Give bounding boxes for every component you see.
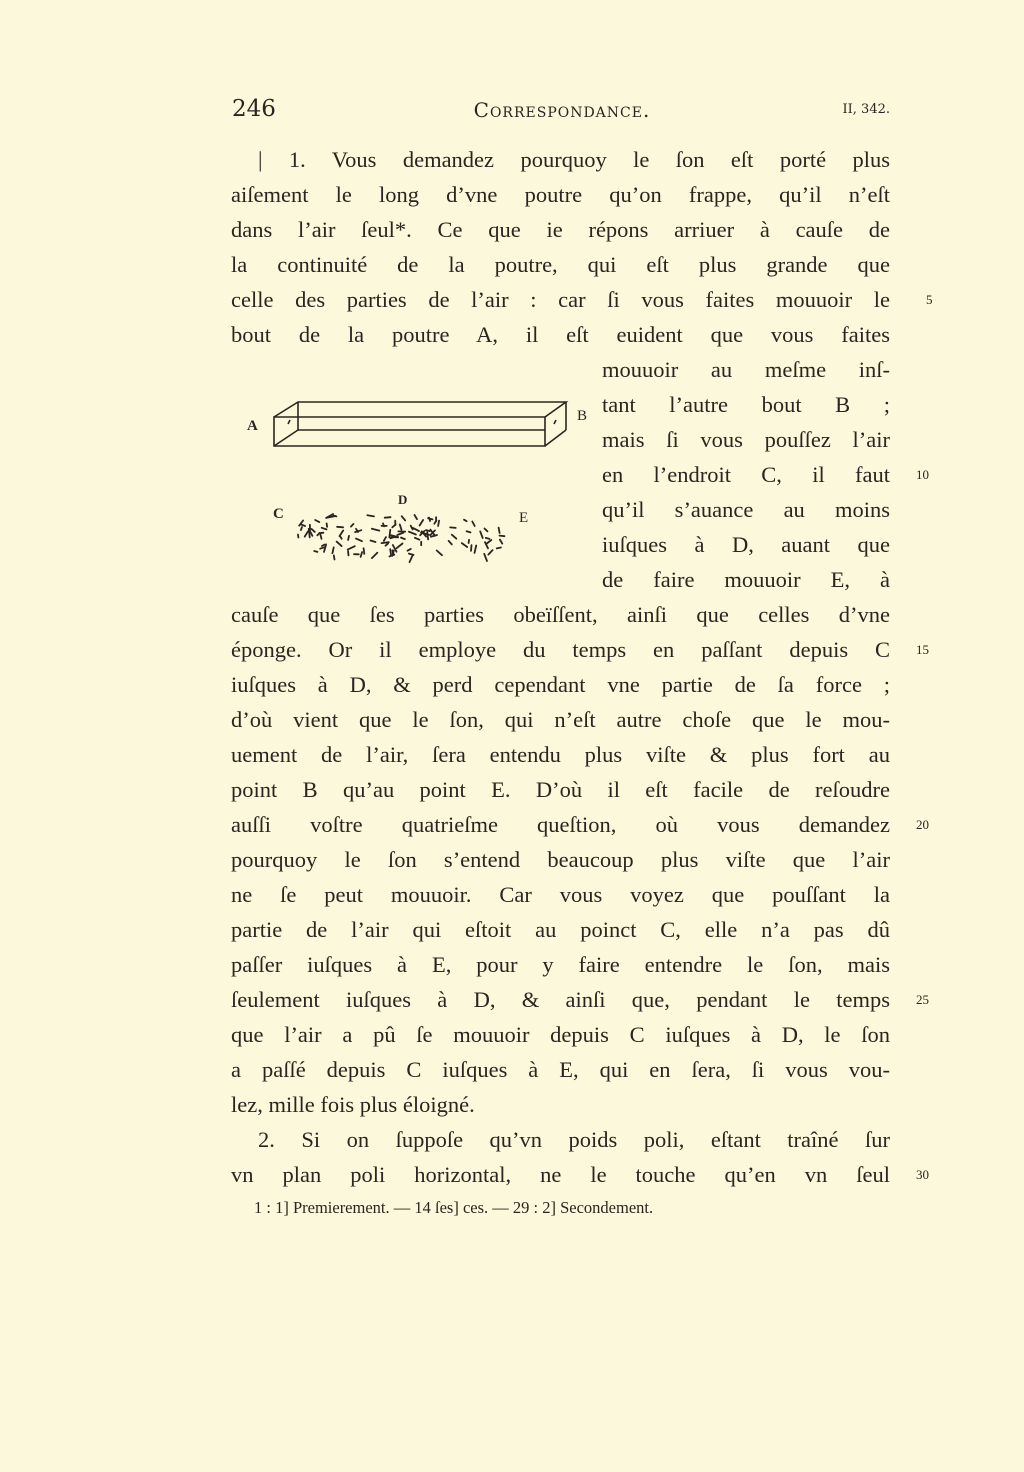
air-particle — [467, 531, 471, 532]
air-particle — [384, 537, 386, 541]
air-particle — [397, 544, 403, 549]
air-particle — [322, 545, 325, 546]
air-particle — [480, 531, 483, 538]
air-particle — [340, 531, 344, 537]
line-number: 25 — [916, 992, 929, 1007]
figure-label-d: D — [398, 492, 408, 507]
air-particle — [320, 547, 324, 548]
text-line: ſeulement iuſques à D, & ainſi que, pendant le temps — [231, 987, 890, 1012]
air-particle — [452, 535, 457, 539]
air-particle — [340, 536, 342, 539]
air-particle — [390, 549, 391, 554]
air-particle — [426, 530, 430, 531]
air-particle — [428, 518, 432, 519]
air-particle — [314, 551, 317, 552]
air-particle — [389, 530, 390, 538]
text-line: qu’il s’auance au moins — [602, 497, 890, 522]
line-number: 10 — [916, 467, 929, 482]
text-line: mais ſi vous pouſſez l’air — [602, 427, 890, 452]
text-line: tant l’autre bout B ; — [602, 392, 890, 417]
air-particle — [464, 520, 467, 522]
air-particle — [462, 543, 467, 547]
text-line: point B qu’au point E. D’où il eſt facile de reſoudre — [231, 777, 890, 802]
figure-label-c: C — [273, 506, 284, 522]
air-particles — [298, 514, 504, 562]
air-particle — [322, 528, 327, 530]
text-line: dans l’air ſeul*. Ce que ie répons arriuer à cauſe de — [231, 217, 890, 242]
text-line: 2. Si on ſuppoſe qu’vn poids poli, eſtant traîné ſur — [258, 1127, 890, 1152]
air-particle — [409, 554, 414, 555]
text-line: éponge. Or il employe du temps en paſſant depuis C — [231, 637, 890, 662]
air-particle — [351, 524, 354, 527]
air-particle — [312, 529, 315, 532]
beam-mark-b — [554, 420, 556, 424]
air-particle — [332, 547, 333, 553]
text-line: auſſi voſtre quatrieſme queſtion, où vous demandez — [231, 812, 890, 837]
air-particle — [402, 516, 406, 520]
air-particle — [371, 541, 376, 543]
air-particle — [411, 526, 413, 530]
text-line: la continuité de la poutre, qui eſt plus grande que — [231, 252, 890, 277]
volume-reference: II, 342. — [842, 102, 890, 117]
beam-front-face — [274, 417, 545, 446]
air-particle — [393, 550, 394, 553]
text-line: aiſement le long d’vne poutre qu’on frappe, qu’il n’eſt — [231, 182, 890, 207]
beam-end-edge — [545, 430, 566, 446]
text-line: d’où vient que le ſon, qui n’eſt autre choſe que le mou- — [231, 707, 890, 732]
air-particle — [385, 517, 391, 518]
air-particle — [486, 538, 490, 539]
air-particle — [500, 540, 502, 544]
text-line: uement de l’air, ſera entendu plus viſte & plus fort au — [231, 742, 890, 767]
text-line: en l’endroit C, il faut — [602, 462, 890, 487]
air-particle — [408, 549, 411, 551]
air-particle — [409, 532, 416, 535]
air-particle — [333, 516, 336, 517]
air-particle — [392, 525, 395, 528]
air-particle — [372, 529, 379, 531]
air-particle — [427, 532, 428, 539]
air-particle — [348, 536, 349, 540]
text-line: celle des parties de l’air : car ſi vous faites mouuoir le — [231, 287, 890, 312]
air-particle — [413, 528, 419, 531]
text-line: paſſer iuſques à E, pour y faire entendre le ſon, mais — [231, 952, 890, 977]
air-particle — [356, 539, 362, 542]
figure-drawing — [240, 390, 600, 570]
text-line: iuſques à D, auant que — [602, 532, 890, 557]
air-particle — [450, 527, 456, 528]
text-line: bout de la poutre A, il eſt euident que vous faites — [231, 322, 890, 347]
air-particle — [397, 533, 403, 535]
air-particle — [367, 515, 374, 516]
air-particle — [390, 555, 395, 557]
air-particle — [434, 521, 436, 524]
air-particle — [317, 533, 319, 535]
air-particle — [400, 525, 402, 530]
page-number: 246 — [232, 96, 276, 122]
text-line: iuſques à D, & perd cependant vne partie de ſa force ; — [231, 672, 890, 697]
air-particle — [471, 545, 472, 551]
air-particle — [420, 520, 424, 526]
text-line: partie de l’air qui eſtoit au poinct C, elle n’a pas dû — [231, 917, 890, 942]
air-particle — [484, 554, 487, 561]
air-particle — [485, 529, 488, 532]
air-particle — [449, 541, 452, 545]
text-line: que l’air a pû ſe mouuoir depuis C iuſques à D, le ſon — [231, 1022, 890, 1047]
air-particle — [301, 524, 305, 526]
air-particle — [305, 531, 308, 536]
air-particle — [327, 523, 328, 526]
air-particle — [337, 527, 343, 528]
air-particle — [497, 548, 501, 549]
text-line: pourquoy le ſon s’entend beaucoup plus viſte que l’air — [231, 847, 890, 872]
line-number: 30 — [916, 1167, 929, 1182]
text-line: a paſſé depuis C iuſques à E, qui en ſera, ſi vous vou- — [231, 1057, 890, 1082]
air-particle — [372, 553, 377, 558]
page-header — [232, 96, 892, 132]
air-particle — [386, 543, 389, 545]
text-line: ne ſe peut mouuoir. Car vous voyez que pouſſant la — [231, 882, 890, 907]
line-number: 5 — [926, 292, 933, 307]
figure-label-e: E — [519, 510, 529, 526]
footnote-variants: 1 : 1] Premierement. — 14 ſes] ces. — 29 : 2] Secondement. — [254, 1198, 654, 1217]
air-particle — [334, 555, 335, 559]
air-particle — [315, 520, 319, 522]
text-line: vn plan poli horizontal, ne le touche qu’en vn ſeul — [231, 1162, 890, 1187]
air-particle — [348, 546, 355, 549]
air-particle — [437, 551, 442, 556]
air-particle — [301, 527, 302, 530]
beam-hidden-edge — [274, 430, 298, 446]
air-particle — [337, 542, 342, 547]
line-number: 20 — [916, 817, 929, 832]
air-particle — [486, 540, 491, 544]
figure-label-b: B — [577, 408, 588, 424]
figure-label-a: A — [247, 418, 258, 434]
air-particle — [401, 538, 405, 540]
line-number: 15 — [916, 642, 929, 657]
air-particle — [438, 521, 439, 526]
beam-drawing — [274, 402, 566, 446]
text-line: | 1. Vous demandez pourquoy le ſon eſt porté plus — [258, 147, 890, 172]
air-particle — [410, 556, 413, 563]
air-particle — [364, 548, 365, 554]
air-particle — [361, 552, 363, 557]
text-line: cauſe que ſes parties obeïſſent, ainſi que celles d’vne — [231, 602, 890, 627]
text-line: de faire mouuoir E, à — [602, 567, 890, 592]
beam-top-face — [274, 402, 566, 417]
air-particle — [488, 550, 492, 555]
air-particle — [475, 546, 477, 553]
text-line: mouuoir au meſme inſ- — [602, 357, 890, 382]
beam-and-air-figure — [240, 390, 600, 570]
running-title: Correspondance. — [473, 98, 651, 122]
air-particle — [415, 515, 418, 519]
text-line: lez, mille fois plus éloigné. — [231, 1092, 475, 1117]
beam-mark-a — [288, 420, 290, 424]
air-particle — [472, 522, 474, 527]
air-particle — [321, 535, 322, 539]
air-particle — [415, 538, 420, 540]
air-particle — [499, 528, 500, 533]
air-particle — [500, 536, 505, 537]
